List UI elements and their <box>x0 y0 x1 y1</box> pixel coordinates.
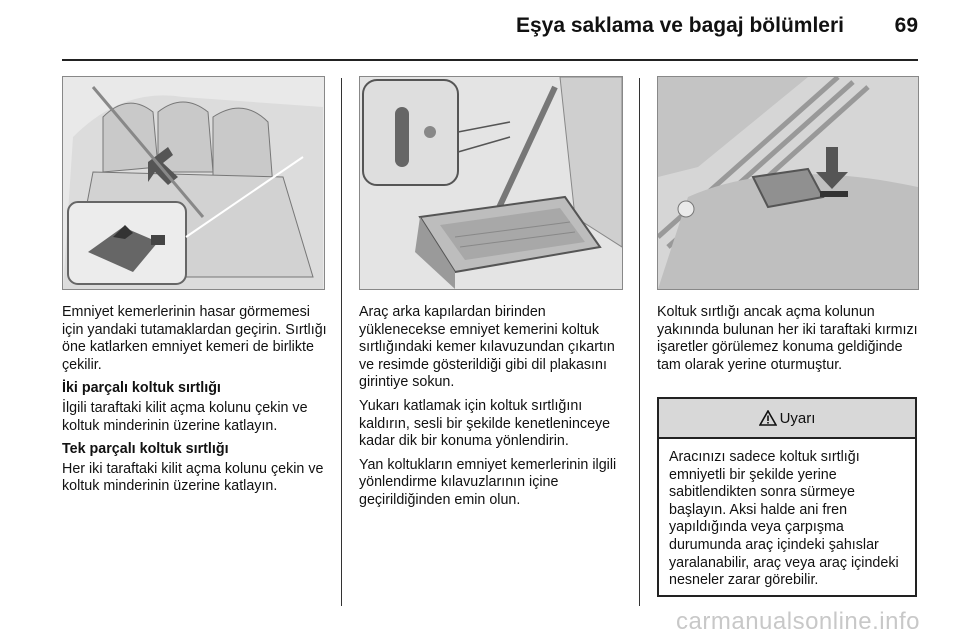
col1-heading-two-piece-seatback: İki parçalı koltuk sırtlığı <box>62 380 221 397</box>
illustration-folded-seat-belt-tongue <box>359 76 623 290</box>
col2-paragraph-3: Yan koltukların emniyet kemerlerinin ilgili yönlendirme kılavuzlarının içine geçirildiğinden emin olun. <box>359 456 617 508</box>
column-2-text <box>359 304 631 516</box>
column-divider-2 <box>639 78 640 606</box>
warning-box <box>657 397 917 597</box>
col1-paragraph-3: Her iki taraftaki kilit açma kolunu çekin ve koltuk minderinin üzerine katlayın. <box>62 460 324 495</box>
illustration-rear-seat-belt-guide <box>62 76 325 290</box>
warning-title: Uyarı <box>779 409 816 427</box>
warning-triangle-icon <box>759 410 777 426</box>
col1-paragraph-2: İlgili taraftaki kilit açma kolunu çekin ve koltuk minderinin üzerine katlayın. <box>62 399 308 434</box>
col1-paragraph-1: Emniyet kemerlerinin hasar görmemesi için yandaki tutamaklardan geçirin. Sırtlığı öne katlarken emniyet kemeri de birlikte çekilir. <box>62 304 327 373</box>
warning-header <box>659 399 915 439</box>
page-title: Eşya saklama ve bagaj bölümleri <box>515 14 844 37</box>
column-divider-1 <box>341 78 342 606</box>
column-3-text <box>657 304 919 380</box>
column-1-text <box>62 304 332 502</box>
header-rule <box>62 59 918 61</box>
col1-heading-one-piece-seatback: Tek parçalı koltuk sırtlığı <box>62 441 229 458</box>
illustration-seatback-release-marker <box>657 76 919 290</box>
col2-paragraph-1: Araç arka kapılardan birinden yüklenecekse emniyet kemerini koltuk sırtlığındaki kemer kılavuzundan çıkartın ve resimde gösterildiği gibi dil plakasını girintiye sokun. <box>359 304 615 391</box>
col3-paragraph-1: Koltuk sırtlığı ancak açma kolunun yakınında bulunan her iki taraftaki kırmızı işaretler görülemez konuma geldiğinde tam olarak yerine oturmuştur. <box>657 304 918 373</box>
page-number: 69 <box>894 14 918 37</box>
warning-body: Aracınızı sadece koltuk sırtlığı emniyetli bir şekilde yerine sabitlendikten sonra sürmeye başlayın. Aksi halde ani fren yapıldığında veya çarpışma durumunda araç içindeki şahıslar yaralanabilir, araç veya araç içindeki nesneler zarar görebilir. <box>669 449 899 589</box>
col2-paragraph-2: Yukarı katlamak için koltuk sırtlığını kaldırın, sesli bir şekilde kenetleninceye kadar dik bir konuma yönlendirin. <box>359 397 611 450</box>
watermark: carmanualsonline.info <box>676 608 920 635</box>
